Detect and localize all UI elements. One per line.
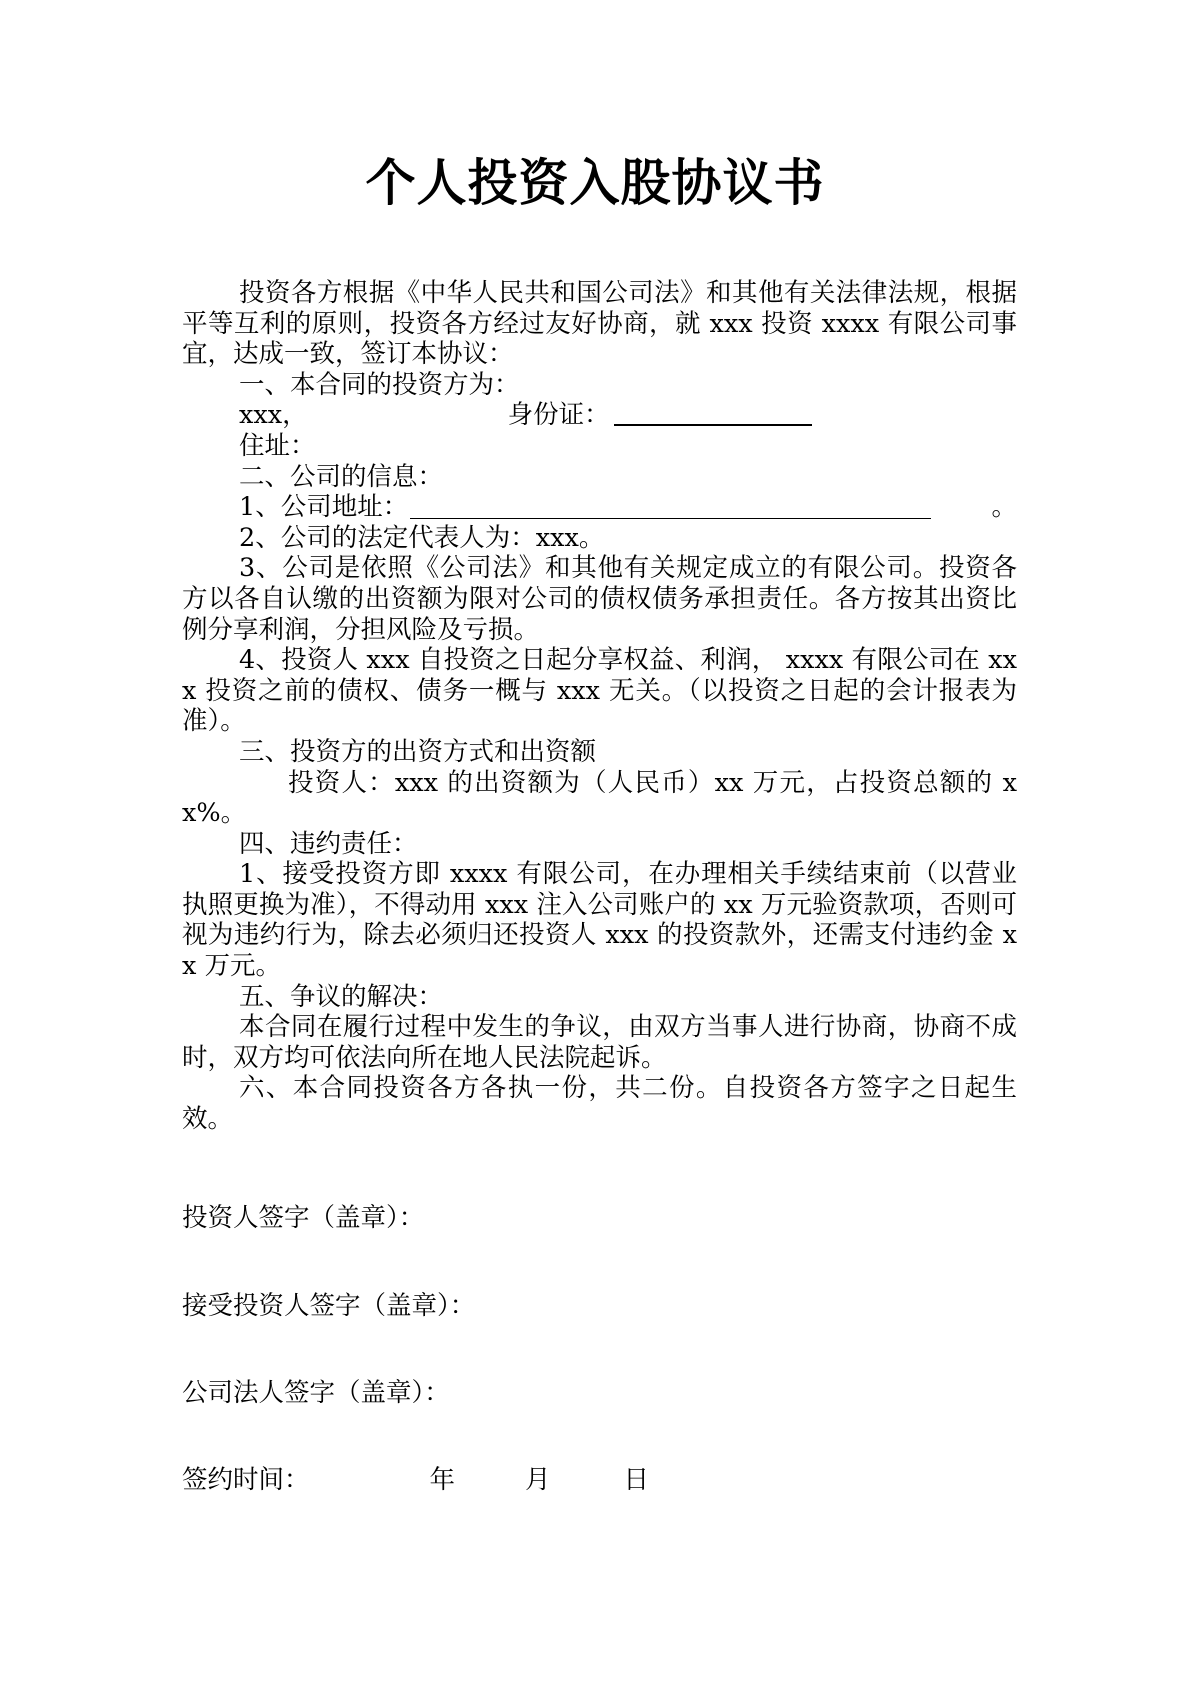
legal-rep-clause: 2、公司的法定代表人为：xxx。 <box>239 522 605 553</box>
effectiveness-clause: 六、本合同投资各方各执一份，共二份。自投资各方签字之日起生效。 <box>182 1073 1017 1135</box>
address-label: 住址： <box>239 430 316 461</box>
company-address-label: 1、公司地址： <box>239 492 409 523</box>
legal-rep-signature-line: 公司法人签字（盖章）： <box>182 1378 450 1408</box>
intro-paragraph: 投资各方根据《中华人民共和国公司法》和其他有关法律法规，根据平等互利的原则，投资各方经过友好协商，就 xxx 投资 xxxx 有限公司事宜，达成一致，签订本协议： <box>182 278 1017 370</box>
id-card-label: 身份证： <box>507 400 610 431</box>
company-liability-clause: 3、公司是依照《公司法》和其他有关规定成立的有限公司。投资各方以各自认缴的出资额为限对公司的债权债务承担责任。各方按其出资比例分享利润，分担风险及亏损。 <box>182 553 1017 645</box>
section5-heading: 五、争议的解决： <box>239 981 444 1012</box>
date-day: 日 <box>623 1465 650 1495</box>
company-address-row <box>182 492 1017 523</box>
section2-heading: 二、公司的信息： <box>239 461 444 492</box>
recipient-signature-line: 接受投资人签字（盖章）： <box>182 1291 476 1321</box>
contribution-clause: 投资人：xxx 的出资额为（人民币）xx 万元，占投资总额的 xx%。 <box>182 767 1017 829</box>
document-title: 个人投资入股协议书 <box>365 153 825 212</box>
document-body <box>182 278 1017 1135</box>
investor-signature-line: 投资人签字（盖章）： <box>182 1203 425 1233</box>
breach-clause: 1、接受投资方即 xxxx 有限公司，在办理相关手续结束前（以营业执照更换为准），不得动用 xxx 注入公司账户的 xx 万元验资款项，否则可视为违约行为，除去必须归还投资人 xxx 的投资款外，还需支付违约金 xx 万元。 <box>182 859 1017 982</box>
dispute-clause: 本合同在履行过程中发生的争议，由双方当事人进行协商，协商不成时，双方均可依法向所在地人民法院起诉。 <box>182 1012 1017 1073</box>
investor-name: xxx， <box>239 400 308 431</box>
section1-heading: 一、本合同的投资方为： <box>239 369 520 400</box>
company-address-blank[interactable] <box>410 518 931 520</box>
company-address-end: 。 <box>991 492 1017 523</box>
section4-heading: 四、违约责任： <box>239 828 418 859</box>
date-month: 月 <box>525 1465 551 1495</box>
id-card-blank[interactable] <box>614 424 812 426</box>
rights-clause: 4、投资人 xxx 自投资之日起分享权益、利润， xxxx 有限公司在 xxx 投资之前的债权、债务一概与 xxx 无关。（以投资之日起的会计报表为准）。 <box>182 645 1017 737</box>
signing-date-label: 签约时间： <box>182 1465 310 1495</box>
date-year: 年 <box>429 1465 456 1495</box>
section3-heading: 三、投资方的出资方式和出资额 <box>239 736 597 767</box>
investor-id-row <box>182 400 1017 431</box>
signing-date-line <box>182 1465 649 1495</box>
